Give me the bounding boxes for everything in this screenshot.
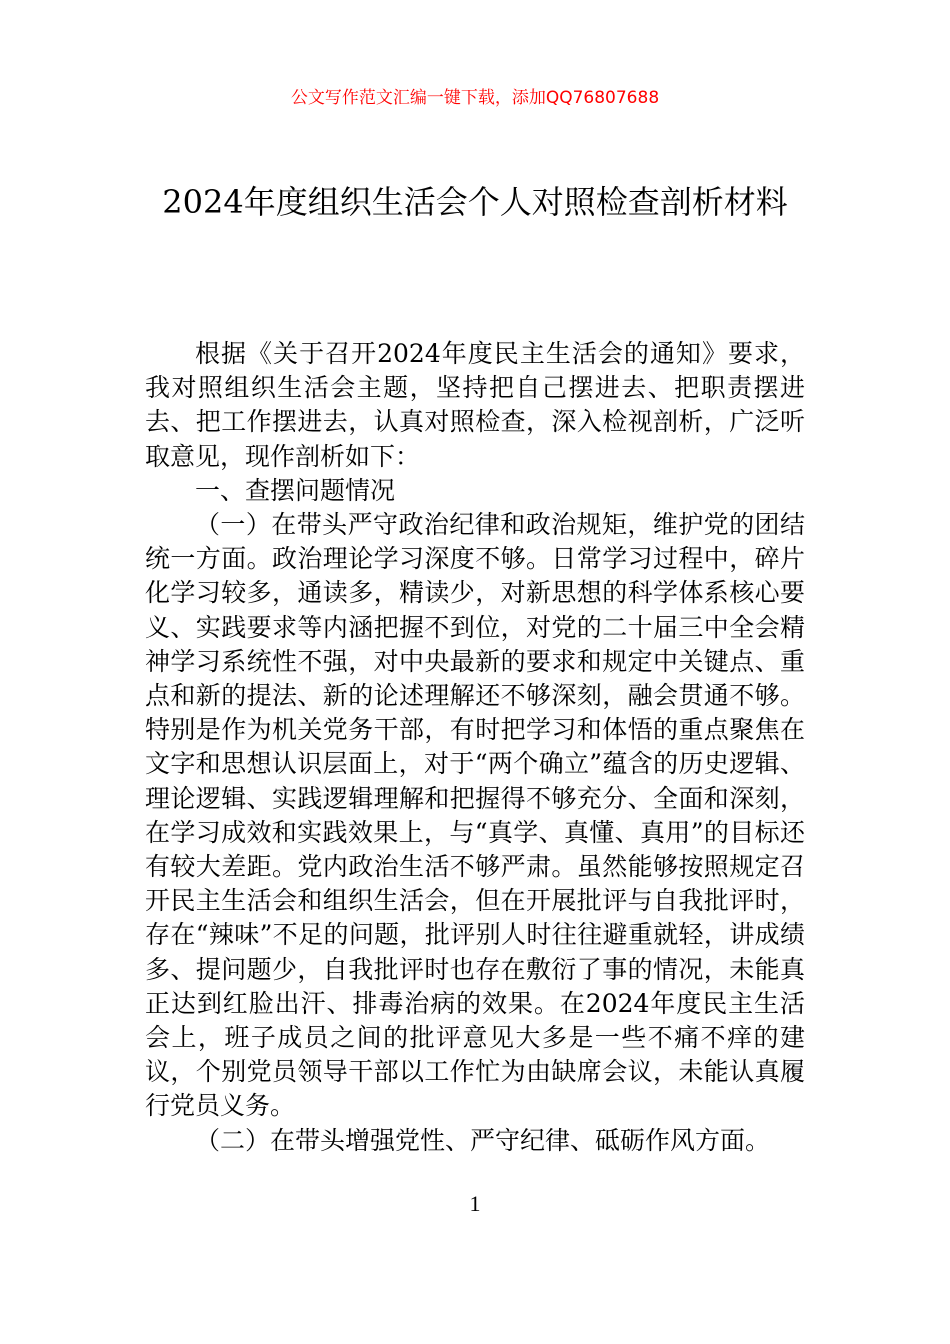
document-title: 2024年度组织生活会个人对照检查剖析材料	[162, 183, 788, 221]
page-number: 1	[469, 1191, 481, 1216]
document-body	[145, 337, 805, 1158]
intro-paragraph: 根据《关于召开2024年度民主生活会的通知》要求，我对照组织生活会主题，坚持把自己摆进去、把职责摆进去、把工作摆进去，认真对照检查，深入检视剖析，广泛听取意见，现作剖析如下：	[145, 339, 805, 471]
subsection-heading: （二）在带头增强党性、严守纪律、砥砺作风方面。	[195, 1125, 771, 1155]
section-heading: 一、查摆问题情况	[195, 475, 396, 505]
body-paragraph: （一）在带头严守政治纪律和政治规矩，维护党的团结统一方面。政治理论学习深度不够。日常学习过程中，碎片化学习较多，通读多，精读少，对新思想的科学体系核心要义、实践要求等内涵把握不到位，对党的二十届三中全会精神学习系统性不强，对中央最新的要求和规定中关键点、重点和新的提法、新的论述理解还不够深刻，融会贯通不够。特别是作为机关党务干部，有时把学习和体悟的重点聚焦在文字和思想认识层面上，对于“两个确立”蕴含的历史逻辑、理论逻辑、实践逻辑理解和把握得不够充分、全面和深刻，在学习成效和实践效果上，与“真学、真懂、真用”的目标还有较大差距。党内政治生活不够严肃。虽然能够按照规定召开民主生活会和组织生活会，但在开展批评与自我批评时，存在“辣味”不足的问题，批评别人时往往避重就轻，讲成绩多、提问题少，自我批评时也存在敷衍了事的情况，未能真正达到红脸出汗、排毒治病的效果。在2024年度民主生活会上，班子成员之间的批评意见大多是一些不痛不痒的建议，个别党员领导干部以工作忙为由缺席会议，未能认真履行党员义务。	[145, 510, 805, 1121]
header-promo-note: 公文写作范文汇编一键下载，添加QQ76807688	[290, 88, 660, 108]
